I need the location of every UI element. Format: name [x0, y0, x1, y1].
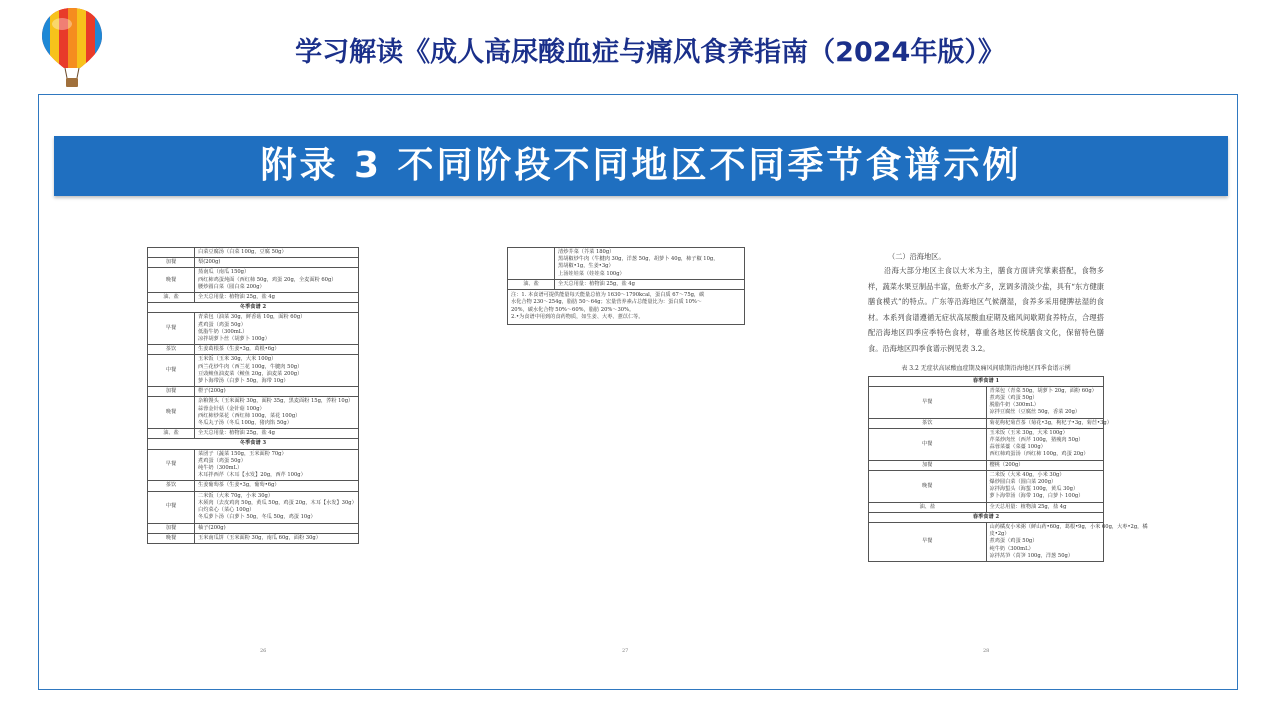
- table-row: [148, 345, 359, 355]
- meal-label-cell: 加餐: [148, 523, 195, 533]
- meal-line: 蒜蓉金针菇（金针菇 100g）: [198, 405, 265, 412]
- table-row: [148, 268, 359, 293]
- meal-content-cell: [555, 279, 745, 289]
- table-row: [148, 491, 359, 523]
- meal-label-cell: 晚餐: [148, 397, 195, 429]
- meal-line: 西红柿鸡蛋汤（西红柿 100g，鸡蛋 20g）: [989, 451, 1089, 458]
- meal-line: 萝卜海带汤（白萝卜 50g，海带 10g）: [198, 378, 289, 385]
- note-line: 20%，碳水化合物 50%～60%，脂肪 20%～30%。: [511, 306, 635, 313]
- meal-content-cell: [195, 293, 359, 303]
- meal-line: 冬瓜萝卜汤（白萝卜 50g，冬瓜 50g，鸡蛋 10g）: [198, 514, 316, 521]
- meal-line: 二米饭（大米 40g，小米 30g）: [989, 471, 1065, 478]
- meal-line: 木耳拌西芹（木耳【水发】20g，西芹 100g）: [198, 472, 306, 479]
- meal-label-cell: 油、盐: [508, 279, 555, 289]
- meal-line: 煮鸡蛋（鸡蛋 50g）: [989, 394, 1038, 401]
- section-header-cell: 冬季食谱 2: [148, 303, 359, 313]
- table-row: [869, 418, 1104, 428]
- meal-line: 西兰花炒牛肉（西兰花 100g，牛腱肉 50g）: [198, 363, 303, 370]
- table-row: [148, 355, 359, 387]
- meal-label-cell: 油、盐: [148, 293, 195, 303]
- meal-content-cell: [986, 418, 1112, 428]
- meal-content-cell: [986, 470, 1104, 502]
- table-section-header-row: [148, 303, 359, 313]
- meal-content-cell: [195, 449, 359, 481]
- table-row: [148, 449, 359, 481]
- meal-line: 白菜豆腐汤（白菜 100g，豆腐 50g）: [198, 249, 287, 255]
- document-page-left: [147, 247, 359, 544]
- meal-line: 蒜蓉菜薹（菜薹 100g）: [989, 444, 1046, 451]
- meal-line: 玉米饭（玉米 30g，大米 100g）: [198, 356, 277, 363]
- table-row: [148, 258, 359, 268]
- menu-table-left: [147, 247, 359, 544]
- meal-label-cell: 早餐: [148, 449, 195, 481]
- meal-line: 低脂牛奶（300mL）: [198, 328, 248, 335]
- meal-content-cell: [986, 428, 1104, 460]
- meal-content-cell: [986, 523, 1148, 562]
- meal-line: 凉拌莴笋（莴笋 100g，洋葱 50g）: [989, 552, 1074, 559]
- meal-line: 清炒芥菜（芥菜 180g）: [558, 249, 615, 255]
- meal-line: 皮•2g）: [989, 531, 1010, 538]
- meal-line: 煮鸡蛋（鸡蛋 50g）: [198, 321, 246, 328]
- table-row: [869, 523, 1104, 562]
- note-line: 注：1. 本食谱可提供能量每天能量总值为 1630～1790kcal，蛋白质 67～75g，碳: [511, 292, 705, 299]
- meal-line: 白灼菜心（菜心 100g）: [198, 507, 255, 514]
- section-header-cell: 冬季食谱 3: [148, 439, 359, 449]
- meal-label-cell: 早餐: [869, 386, 987, 418]
- meal-line: 煮鸡蛋（鸡蛋 50g）: [198, 457, 246, 464]
- meal-line: 上汤娃娃菜（娃娃菜 100g）: [558, 270, 625, 277]
- meal-line: 芹菜炒肉丝（西芹 100g，猪瘦肉 50g）: [989, 436, 1084, 443]
- meal-line: 生姜葡萄茶（生姜•3g，葡萄•6g）: [198, 482, 280, 489]
- meal-label-cell: 茶饮: [148, 481, 195, 491]
- hot-air-balloon-logo: [40, 6, 104, 92]
- table-row: [148, 523, 359, 533]
- meal-line: 橙子(200g): [198, 388, 226, 395]
- meal-content-cell: [195, 258, 359, 268]
- meal-label-cell: 油、盐: [869, 502, 987, 512]
- table-row: [869, 428, 1104, 460]
- meal-line: 全天总用量：植物油 25g，盐 4g: [989, 503, 1067, 510]
- meal-content-cell: [195, 355, 359, 387]
- meal-content-cell: [195, 533, 359, 543]
- meal-line: 爆炒圆白菜（圆白菜 200g）: [989, 479, 1057, 485]
- meal-line: 菊花枸杞菊苣茶（菊花•3g，枸杞子•3g，菊苣•3g）: [989, 419, 1112, 426]
- meal-line: 二米饭（大米 70g，小米 30g）: [198, 492, 274, 499]
- meal-content-cell: [986, 460, 1104, 470]
- meal-line: 黑胡椒•1g，生姜•3g）: [558, 263, 614, 270]
- meal-line: 脱脂牛奶（300mL）: [989, 402, 1039, 409]
- meal-content-cell: [195, 491, 359, 523]
- table-row: [148, 387, 359, 397]
- table-row: [869, 386, 1104, 418]
- meal-line: 全天总用量：植物油 25g，盐 4g: [198, 430, 275, 437]
- table-row: [869, 470, 1104, 502]
- page-number-left: 26: [260, 648, 267, 654]
- menu-table-right: [868, 376, 1148, 562]
- meal-content-cell: [986, 386, 1104, 418]
- meal-content-cell: [195, 397, 359, 429]
- section-paragraph: 沿海大部分地区主食以大米为主，膳食方面讲究掌素搭配，食物多样，蔬菜水果豆制品丰富，鱼虾水产多，烹调多清淡少盐，具有“东方健康膳食模式”的特点。广东等沿海地区气候潮湿，食养多采用健脾祛湿的食材。本系列食谱遵循无症状高尿酸血症期及痛风间歇期食养特点，合理搭配沿海地区四季应季特色食材，尊重各地区传统膳食文化，保留特色膳食。沿海地区四季食谱示例见表 3.2。: [868, 266, 1104, 353]
- table-row: [148, 481, 359, 491]
- meal-line: 黑胡椒炒牛肉（牛腱肉 30g，洋葱 50g，胡萝卜 40g，柿子椒 10g，: [558, 256, 719, 263]
- meal-label-cell: 中餐: [148, 355, 195, 387]
- meal-line: 柚子(200g): [198, 524, 226, 531]
- meal-line: 煮鸡蛋（鸡蛋 50g）: [989, 538, 1038, 545]
- table-notes: [507, 290, 745, 325]
- meal-line: 菜团子（蔬菜 150g，玉米面粉 70g）: [198, 450, 287, 457]
- document-page-right: [868, 251, 1148, 562]
- meal-label-cell: 油、盐: [148, 429, 195, 439]
- meal-content-cell: [195, 523, 359, 533]
- meal-line: 生姜葛根茶（生姜•3g，葛根•6g）: [198, 346, 280, 353]
- table-row: [508, 248, 745, 280]
- meal-content-cell: [195, 248, 359, 258]
- table-row: [869, 502, 1104, 512]
- meal-line: 凉拌海蜇头（海蜇 100g，黄瓜 30g）: [989, 486, 1079, 493]
- meal-line: 梨(200g): [198, 259, 221, 266]
- section-heading: （二）沿海地区。: [888, 252, 946, 261]
- meal-line: 萝卜海带汤（海带 10g，白萝卜 100g）: [989, 493, 1084, 500]
- table-section-header-row: [148, 439, 359, 449]
- meal-content-cell: [195, 481, 359, 491]
- meal-line: 冬瓜丸子汤（冬瓜 100g，猪肉馅 50g）: [198, 420, 292, 427]
- meal-label-cell: 早餐: [869, 523, 987, 562]
- table-row: [869, 460, 1104, 470]
- meal-line: 豆豉鲮鱼油麦菜（鲮鱼 20g，油麦菜 200g）: [198, 370, 303, 377]
- meal-label-cell: 晚餐: [869, 470, 987, 502]
- page-number-middle: 27: [622, 648, 629, 654]
- table-row: [148, 533, 359, 543]
- meal-label-cell: 中餐: [869, 428, 987, 460]
- menu-table-middle: [507, 247, 745, 290]
- meal-line: 杂粮馒头（玉米面粉 30g，面粉 35g，黑麦面粉 15g，荞粉 10g）: [198, 398, 354, 405]
- meal-label-cell: 早餐: [148, 313, 195, 345]
- meal-line: 木须肉（去皮鸡肉 50g，黄瓜 50g，鸡蛋 20g，木耳【水发】30g）: [198, 499, 357, 506]
- meal-label-cell: 晚餐: [148, 533, 195, 543]
- meal-line: 山药橘皮小米粥（鲜山药•60g，葛根•9g，小米 60g，大枣•2g，橘: [989, 524, 1148, 531]
- table-row: [148, 313, 359, 345]
- note-line: 水化合物 230～254g，脂肪 50～64g；宏量营养素占总能量比为：蛋白质 10%～: [511, 299, 702, 306]
- table-section-header-row: [869, 376, 1104, 386]
- meal-line: 玉米饭（玉米 30g，大米 100g）: [989, 429, 1068, 436]
- table-section-header-row: [869, 512, 1104, 522]
- meal-line: 凉拌胡萝卜丝（胡萝卜 100g）: [198, 336, 270, 343]
- document-page-middle: [507, 247, 745, 325]
- meal-line: 蒸南瓜（南瓜 150g）: [198, 269, 250, 276]
- appendix-banner: [54, 136, 1228, 196]
- meal-line: 西红柿鸡蛋炖面（西红柿 50g，鸡蛋 20g，全麦面粉 60g）: [198, 276, 337, 283]
- meal-line: 青菜包（油菜 30g，鲜香菇 10g，面粉 60g）: [198, 314, 306, 321]
- note-line: 2.•为食谱中用到的食药物质，如生姜、大枣、薏苡仁等。: [511, 314, 644, 321]
- section-header-cell: 春季食谱 2: [869, 512, 1104, 522]
- meal-line: 樱桃（200g）: [989, 461, 1024, 468]
- meal-label-cell: [508, 248, 555, 280]
- section-header-cell: 春季食谱 1: [869, 376, 1104, 386]
- table-row: [508, 279, 745, 289]
- meal-line: 纯牛奶（300mL）: [989, 545, 1034, 552]
- meal-label-cell: 加餐: [148, 387, 195, 397]
- meal-label-cell: 茶饮: [148, 345, 195, 355]
- meal-line: 纯牛奶（300mL）: [198, 465, 243, 472]
- meal-line: 凉拌豆腐丝（豆腐丝 50g，香菜 20g）: [989, 409, 1081, 416]
- table-row: [148, 248, 359, 258]
- meal-label-cell: 中餐: [148, 491, 195, 523]
- meal-content-cell: [555, 248, 745, 280]
- meal-content-cell: [195, 268, 359, 293]
- meal-label-cell: 加餐: [148, 258, 195, 268]
- meal-line: 西红柿炒菜花（西红柿 100g，菜花 100g）: [198, 412, 301, 419]
- slide-title: 学习解读《成人高尿酸血症与痛风食养指南（2024年版）》: [295, 37, 1005, 68]
- meal-content-cell: [195, 345, 359, 355]
- table-row: [148, 429, 359, 439]
- table-row: [148, 397, 359, 429]
- meal-line: 腰炒圆白菜（圆白菜 200g）: [198, 283, 265, 290]
- meal-line: 青菜包（青菜 50g，胡萝卜 20g，面粉 60g）: [989, 387, 1097, 394]
- meal-content-cell: [195, 429, 359, 439]
- meal-content-cell: [195, 387, 359, 397]
- meal-line: 全天总用量：植物油 25g，盐 4g: [198, 294, 275, 301]
- meal-label-cell: 茶饮: [869, 418, 987, 428]
- banner-title: 附录 3 不同阶段不同地区不同季节食谱示例: [260, 145, 1022, 186]
- meal-label-cell: [148, 248, 195, 258]
- meal-content-cell: [195, 313, 359, 345]
- meal-line: 玉米南瓜饼（玉米面粉 30g，南瓜 60g，面粉 30g）: [198, 534, 321, 541]
- table-caption: 表 3.2 无症状高尿酸血症期及痛风间歇期沿海地区四季食谱示例: [901, 364, 1071, 372]
- page-number-right: 28: [983, 648, 990, 654]
- meal-label-cell: 晚餐: [148, 268, 195, 293]
- meal-line: 全天总用量：植物油 25g，盐 4g: [558, 280, 635, 287]
- meal-label-cell: 加餐: [869, 460, 987, 470]
- meal-content-cell: [986, 502, 1104, 512]
- table-row: [148, 293, 359, 303]
